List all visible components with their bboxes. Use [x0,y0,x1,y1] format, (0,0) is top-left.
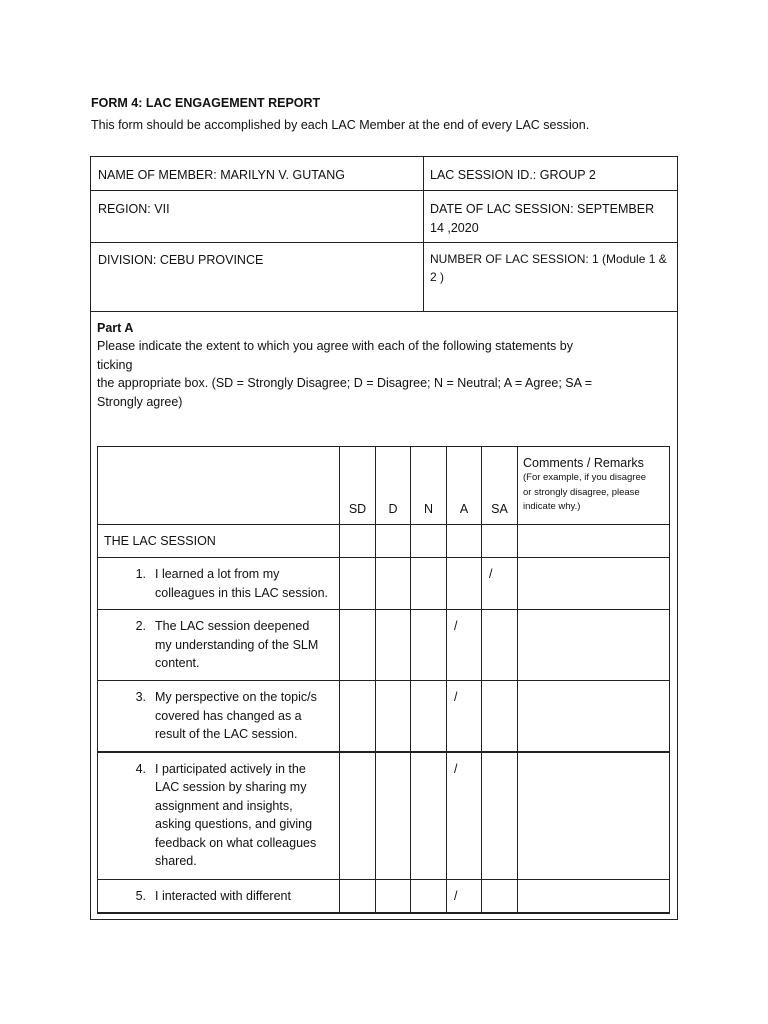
remarks-cell[interactable] [518,880,670,913]
part-a-instructions [97,337,657,411]
form-title: FORM 4: LAC ENGAGEMENT REPORT [91,96,321,110]
info-divider [90,311,678,312]
instruction-line: Strongly agree) [97,394,183,409]
rating-cell-d[interactable] [376,880,411,913]
statement-line: feedback on what colleagues [155,835,317,850]
statement-cell [98,752,340,880]
statement-line: content. [155,656,200,670]
statement-line: colleagues in this LAC session. [155,585,329,600]
table-row [98,681,670,752]
statement-cell [98,558,340,610]
rating-table [97,446,670,914]
rating-cell-sd[interactable] [340,752,376,880]
column-header-d: D [376,447,411,525]
statement-line: my understanding of the SLM [155,637,319,652]
statement-number: 2. [135,619,146,633]
statement-number: 3. [135,690,146,704]
statement-cell [98,610,340,681]
rating-cell-a[interactable] [447,880,482,913]
tick-mark: / [454,690,458,704]
remarks-note: or strongly disagree, please [523,486,640,498]
section-label: THE LAC SESSION [98,525,340,558]
rating-cell[interactable] [411,525,447,558]
rating-cell-n[interactable] [411,752,447,880]
table-header-row [98,447,670,525]
statement-line: I learned a lot from my [155,567,280,581]
statement-line: assignment and insights, [155,798,293,813]
column-header-remarks [518,447,670,525]
rating-cell-sd[interactable] [340,880,376,913]
rating-cell-sa[interactable] [482,880,518,913]
statement-number: 1. [135,567,146,581]
rating-cell-a[interactable] [447,558,482,610]
remarks-cell[interactable] [518,525,670,558]
session-number-line: NUMBER OF LAC SESSION: 1 (Module 1 & [430,252,667,266]
rating-cell-n[interactable] [411,681,447,752]
statement-line: I interacted with different [155,889,291,903]
rating-cell-d[interactable] [376,752,411,880]
instruction-line: the appropriate box. (SD = Strongly Disagree; D = Disagree; N = Neutral; A = Agree; SA = [97,376,593,390]
remarks-cell[interactable] [518,752,670,880]
rating-cell-sa[interactable] [482,681,518,752]
rating-cell-n[interactable] [411,558,447,610]
section-row [98,525,670,558]
part-a-heading: Part A [97,321,134,335]
rating-cell[interactable] [340,525,376,558]
remarks-cell[interactable] [518,558,670,610]
rating-cell-d[interactable] [376,681,411,752]
statement-line: covered has changed as a [155,708,302,723]
rating-cell[interactable] [376,525,411,558]
rating-cell-sa[interactable] [482,752,518,880]
column-header-n: N [411,447,447,525]
rating-cell-d[interactable] [376,558,411,610]
tick-mark: / [454,619,458,633]
remarks-cell[interactable] [518,681,670,752]
instruction-line: Please indicate the extent to which you agree with each of the following statements by [97,339,573,353]
statement-header-cell [98,447,340,525]
statement-line: asking questions, and giving [155,817,313,831]
table-row [98,610,670,681]
statement-cell [98,880,340,913]
rating-cell-sd[interactable] [340,610,376,681]
rating-cell-sa[interactable] [482,610,518,681]
remarks-note: (For example, if you disagree [523,472,647,483]
session-number-line: 2 ) [430,270,445,284]
region-field: REGION: VII [98,202,170,216]
table-row [98,558,670,610]
session-date-field [430,200,654,237]
tick-mark: / [489,567,493,581]
statement-line: My perspective on the topic/s [155,690,317,704]
table-row [98,880,670,913]
rating-cell-sd[interactable] [340,558,376,610]
division-field: DIVISION: CEBU PROVINCE [98,253,264,267]
session-date-line: DATE OF LAC SESSION: SEPTEMBER [430,202,655,216]
column-header-a: A [447,447,482,525]
member-name-field: NAME OF MEMBER: MARILYN V. GUTANG [98,168,346,182]
rating-cell-a[interactable] [447,681,482,752]
rating-cell[interactable] [447,525,482,558]
statement-number: 4. [135,761,146,776]
rating-cell[interactable] [482,525,518,558]
info-column-divider [423,156,424,311]
session-date-line: 14 ,2020 [430,220,479,235]
statement-cell [98,681,340,752]
rating-cell-n[interactable] [411,880,447,913]
table-row [98,752,670,880]
tick-mark: / [454,889,458,903]
instruction-line: ticking [97,357,133,372]
info-divider [90,190,678,191]
remarks-title: Comments / Remarks [523,456,644,470]
remarks-note: indicate why.) [523,501,581,512]
column-header-sa: SA [482,447,518,525]
tick-mark: / [454,761,458,776]
statement-line: LAC session by sharing my [155,780,307,794]
rating-cell-a[interactable] [447,610,482,681]
rating-cell-n[interactable] [411,610,447,681]
statement-line: result of the LAC session. [155,727,298,741]
form-instructions: This form should be accomplished by each LAC Member at the end of every LAC session. [91,118,590,132]
session-number-field [430,250,667,286]
rating-cell-sd[interactable] [340,681,376,752]
statement-number: 5. [135,889,146,903]
rating-cell-sa[interactable] [482,558,518,610]
statement-line: shared. [155,854,197,868]
column-header-sd: SD [340,447,376,525]
info-divider [90,242,678,243]
rating-cell-a[interactable] [447,752,482,880]
statement-line: The LAC session deepened [155,619,310,633]
remarks-cell[interactable] [518,610,670,681]
rating-cell-d[interactable] [376,610,411,681]
session-id-field: LAC SESSION ID.: GROUP 2 [430,168,596,182]
statement-line: I participated actively in the [155,761,306,776]
